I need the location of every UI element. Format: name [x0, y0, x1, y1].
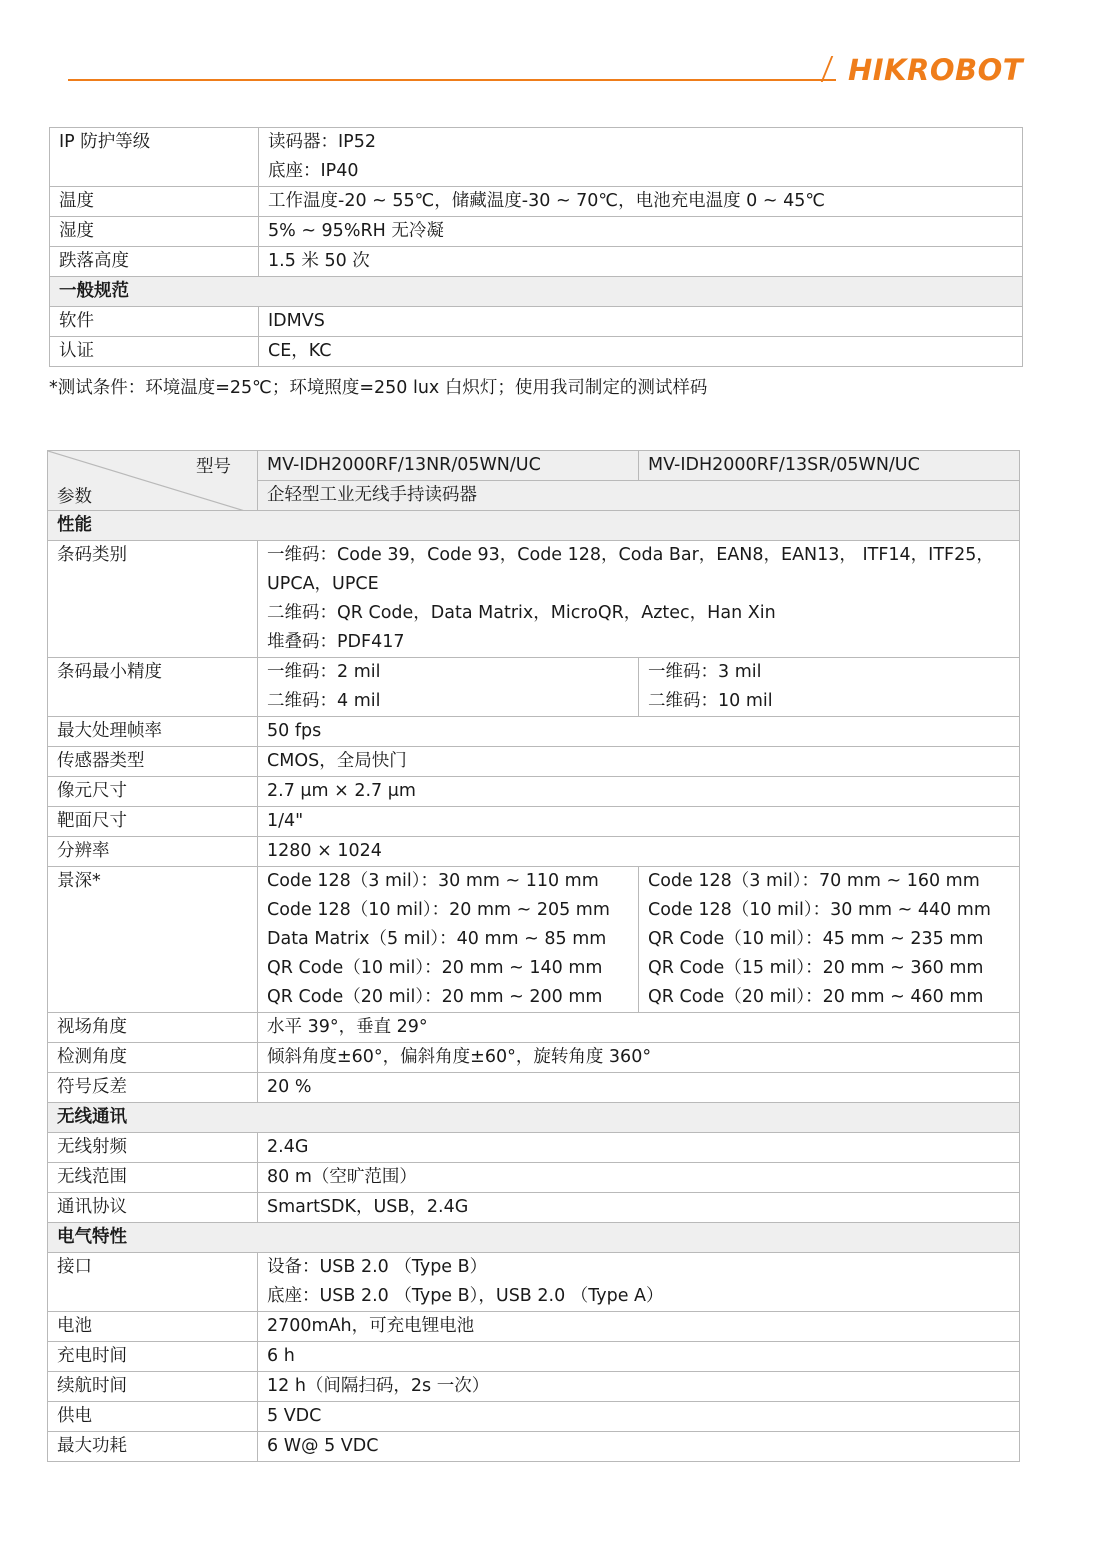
section-row [48, 511, 1020, 541]
row-label: 温度 [50, 187, 259, 217]
table-row [48, 1372, 1020, 1402]
table-row [48, 1193, 1020, 1223]
row-value: CMOS，全局快门 [258, 747, 1020, 777]
row-value-model-1 [258, 867, 639, 1013]
row-value: IDMVS [259, 307, 1023, 337]
model-label: 型号 [196, 457, 231, 477]
param-label: 参数 [57, 487, 92, 507]
row-label: 最大功耗 [48, 1432, 258, 1462]
row-label: 符号反差 [48, 1073, 258, 1103]
row-label: 电池 [48, 1312, 258, 1342]
row-label: 认证 [50, 337, 259, 367]
product-name: 企轻型工业无线手持读码器 [258, 481, 1020, 511]
row-label: 传感器类型 [48, 747, 258, 777]
row-value: 12 h（间隔扫码，2s 一次） [258, 1372, 1020, 1402]
table-row [48, 1342, 1020, 1372]
table-row [50, 217, 1023, 247]
table-row [48, 747, 1020, 777]
table-row [48, 658, 1020, 717]
table-row [48, 1432, 1020, 1462]
row-value: 2700mAh，可充电锂电池 [258, 1312, 1020, 1342]
row-label: 条码最小精度 [48, 658, 258, 717]
value-line: Data Matrix（5 mil）：40 mm ~ 85 mm [267, 929, 607, 949]
row-value: CE，KC [259, 337, 1023, 367]
row-label: 湿度 [50, 217, 259, 247]
value-line: 底座：USB 2.0 （Type B），USB 2.0 （Type A） [267, 1286, 664, 1306]
row-value [258, 1253, 1020, 1312]
value-line: QR Code（10 mil）：45 mm ~ 235 mm [648, 929, 984, 949]
brand-logo: HIKROBOT [848, 53, 1024, 87]
value-line: QR Code（20 mil）：20 mm ~ 200 mm [267, 987, 603, 1007]
row-value: 1280 × 1024 [258, 837, 1020, 867]
table-row [48, 1013, 1020, 1043]
model-name-1: MV-IDH2000RF/13NR/05WN/UC [258, 451, 639, 481]
model-param-corner-cell [48, 451, 258, 511]
spec-table-environment [49, 127, 1023, 367]
row-value: 1.5 米 50 次 [259, 247, 1023, 277]
table-row [48, 1253, 1020, 1312]
value-line: 堆叠码：PDF417 [267, 632, 405, 652]
row-label: 分辨率 [48, 837, 258, 867]
row-label: 接口 [48, 1253, 258, 1312]
table-row [48, 1163, 1020, 1193]
table-row [48, 807, 1020, 837]
section-heading-performance: 性能 [48, 511, 1020, 541]
table-row [50, 307, 1023, 337]
table-row [48, 1073, 1020, 1103]
value-line: 底座：IP40 [268, 161, 359, 181]
table-row [50, 337, 1023, 367]
row-label: 检测角度 [48, 1043, 258, 1073]
row-label: 无线射频 [48, 1133, 258, 1163]
row-label: 充电时间 [48, 1342, 258, 1372]
row-label: IP 防护等级 [50, 128, 259, 187]
value-line: Code 128（10 mil）：30 mm ~ 440 mm [648, 900, 991, 920]
table-row [48, 1312, 1020, 1342]
test-condition-footnote: *测试条件：环境温度=25℃；环境照度=250 lux 白炽灯；使用我司制定的测试样码 [49, 378, 708, 398]
row-value: SmartSDK，USB，2.4G [258, 1193, 1020, 1223]
spec-table-main [47, 450, 1020, 1462]
table-row [50, 128, 1023, 187]
value-line: 一维码：2 mil [267, 662, 381, 682]
row-value [259, 128, 1023, 187]
value-line: QR Code（20 mil）：20 mm ~ 460 mm [648, 987, 984, 1007]
value-line: 一维码：3 mil [648, 662, 762, 682]
section-heading-wireless: 无线通讯 [48, 1103, 1020, 1133]
row-value: 5 VDC [258, 1402, 1020, 1432]
row-value: 水平 39°，垂直 29° [258, 1013, 1020, 1043]
model-name-2: MV-IDH2000RF/13SR/05WN/UC [639, 451, 1020, 481]
row-value: 倾斜角度±60°，偏斜角度±60°，旋转角度 360° [258, 1043, 1020, 1073]
row-value: 2.7 μm × 2.7 μm [258, 777, 1020, 807]
value-line: 设备：USB 2.0 （Type B） [267, 1257, 488, 1277]
value-line: 二维码：10 mil [648, 691, 773, 711]
table-row [48, 837, 1020, 867]
value-line: 二维码：QR Code，Data Matrix，MicroQR，Aztec，Han Xin [267, 603, 776, 623]
row-label: 靶面尺寸 [48, 807, 258, 837]
row-value: 1/4" [258, 807, 1020, 837]
row-label: 续航时间 [48, 1372, 258, 1402]
row-label: 像元尺寸 [48, 777, 258, 807]
section-heading-general: 一般规范 [50, 277, 1023, 307]
value-line: Code 128（3 mil）：70 mm ~ 160 mm [648, 871, 980, 891]
header-row [48, 451, 1020, 481]
table-row [50, 247, 1023, 277]
value-line: UPCA，UPCE [267, 574, 379, 594]
table-row [48, 1043, 1020, 1073]
row-label: 景深* [48, 867, 258, 1013]
row-value: 工作温度-20 ~ 55℃，储藏温度-30 ~ 70℃，电池充电温度 0 ~ 45℃ [259, 187, 1023, 217]
row-label: 跌落高度 [50, 247, 259, 277]
row-label: 软件 [50, 307, 259, 337]
value-line: QR Code（10 mil）：20 mm ~ 140 mm [267, 958, 603, 978]
row-value-model-2 [639, 867, 1020, 1013]
table-row [48, 541, 1020, 658]
row-value: 50 fps [258, 717, 1020, 747]
value-line: 读码器：IP52 [268, 132, 376, 152]
value-line: 二维码：4 mil [267, 691, 381, 711]
row-value: 2.4G [258, 1133, 1020, 1163]
row-value: 5% ~ 95%RH 无冷凝 [259, 217, 1023, 247]
value-line: QR Code（15 mil）：20 mm ~ 360 mm [648, 958, 984, 978]
row-label: 条码类别 [48, 541, 258, 658]
row-value: 80 m（空旷范围） [258, 1163, 1020, 1193]
section-row [50, 277, 1023, 307]
section-row [48, 1223, 1020, 1253]
table-row [48, 717, 1020, 747]
value-line: 一维码：Code 39，Code 93，Code 128，Coda Bar，EAN8，EAN13， ITF14，ITF25， [267, 545, 994, 565]
header-rule [68, 79, 836, 81]
table-row [48, 777, 1020, 807]
row-label: 无线范围 [48, 1163, 258, 1193]
value-line: Code 128（10 mil）：20 mm ~ 205 mm [267, 900, 610, 920]
table-row [48, 867, 1020, 1013]
section-heading-electrical: 电气特性 [48, 1223, 1020, 1253]
row-value-model-2 [639, 658, 1020, 717]
section-row [48, 1103, 1020, 1133]
row-value: 20 % [258, 1073, 1020, 1103]
value-line: Code 128（3 mil）：30 mm ~ 110 mm [267, 871, 599, 891]
table-row [48, 1133, 1020, 1163]
row-label: 最大处理帧率 [48, 717, 258, 747]
row-label: 视场角度 [48, 1013, 258, 1043]
row-value: 6 W@ 5 VDC [258, 1432, 1020, 1462]
row-label: 通讯协议 [48, 1193, 258, 1223]
table-row [50, 187, 1023, 217]
row-value: 6 h [258, 1342, 1020, 1372]
row-value [258, 541, 1020, 658]
row-value-model-1 [258, 658, 639, 717]
table-row [48, 1402, 1020, 1432]
row-label: 供电 [48, 1402, 258, 1432]
